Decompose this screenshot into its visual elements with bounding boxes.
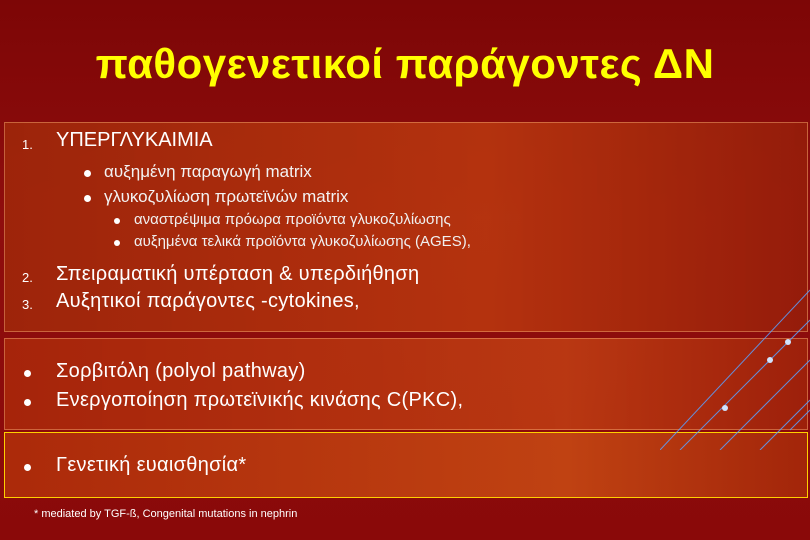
list-item: αυξημένη παραγωγή matrix xyxy=(104,162,312,181)
list-number: 2. xyxy=(22,270,33,285)
heading-growth-factors: Αυξητικοί παράγοντες -cytokines, xyxy=(56,290,360,312)
list-item-pkc: Ενεργοποίηση πρωτεϊνικής κινάσης C(PKC), xyxy=(56,389,464,411)
list-item: γλυκοζυλίωση πρωτεϊνών matrix xyxy=(104,187,349,206)
footnote: * mediated by TGF-ß, Congenital mutations in nephrin xyxy=(34,508,298,520)
bullet-dot xyxy=(84,195,91,202)
list-item-genetic: Γενετική ευαισθησία* xyxy=(56,454,247,476)
list-number: 1. xyxy=(22,137,33,152)
heading-hyperglycemia: ΥΠΕΡΓΛΥΚΑΙΜΙΑ xyxy=(56,129,213,151)
bullet-dot xyxy=(24,464,31,471)
slide-title: παθογενετικοί παράγοντες ΔΝ xyxy=(95,40,715,87)
bullet-dot xyxy=(84,170,91,177)
bullet-dot xyxy=(24,370,31,377)
decorative-lines-graphic xyxy=(660,250,810,450)
bullet-dot xyxy=(114,218,120,224)
list-item-sorbitol: Σορβιτόλη (polyol pathway) xyxy=(56,360,306,382)
list-item: αυξημένα τελικά προϊόντα γλυκοζυλίωσης (AGES), xyxy=(134,233,471,250)
bullet-dot xyxy=(114,240,120,246)
list-number: 3. xyxy=(22,297,33,312)
bullet-dot xyxy=(24,399,31,406)
list-item: αναστρέψιμα πρόωρα προϊόντα γλυκοζυλίωσης xyxy=(134,211,451,228)
heading-glomerular-hypertension: Σπειραματική υπέρταση & υπερδιήθηση xyxy=(56,263,420,285)
